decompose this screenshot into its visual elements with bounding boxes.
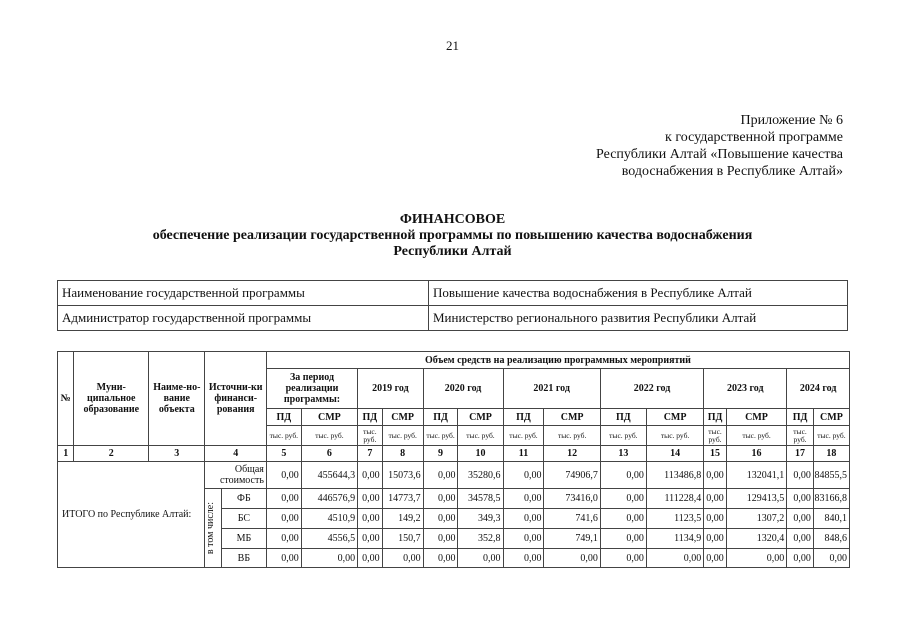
value-cell: 0,00 xyxy=(503,489,544,509)
value-cell: 0,00 xyxy=(600,549,646,568)
value-cell: 0,00 xyxy=(646,549,703,568)
appendix-line-3: Республики Алтай «Повышение качества xyxy=(596,147,843,162)
unit-cell: тыс. руб. xyxy=(646,426,703,446)
info-label-admin: Администратор государственной программы xyxy=(58,306,429,331)
value-cell: 0,00 xyxy=(423,489,458,509)
value-cell: 446576,9 xyxy=(301,489,357,509)
value-cell: 35280,6 xyxy=(458,462,503,489)
value-cell: 840,1 xyxy=(813,509,849,529)
header-year-2024: 2024 год xyxy=(787,369,850,409)
header-pd: ПД xyxy=(423,409,458,426)
value-cell: 84855,5 xyxy=(813,462,849,489)
info-row-admin xyxy=(58,306,848,331)
source-vb: ВБ xyxy=(221,549,266,568)
appendix-note xyxy=(596,112,843,180)
value-cell: 0,00 xyxy=(358,462,383,489)
value-cell: 0,00 xyxy=(503,509,544,529)
header-pd: ПД xyxy=(787,409,814,426)
value-cell: 0,00 xyxy=(704,529,727,549)
index-cell: 9 xyxy=(423,446,458,462)
appendix-line-2: к государственной программе xyxy=(665,130,843,145)
value-cell: 0,00 xyxy=(726,549,786,568)
document-title xyxy=(0,212,905,260)
value-cell: 0,00 xyxy=(503,462,544,489)
value-cell: 352,8 xyxy=(458,529,503,549)
value-cell: 150,7 xyxy=(382,529,423,549)
value-cell: 4556,5 xyxy=(301,529,357,549)
index-cell: 18 xyxy=(813,446,849,462)
value-cell: 0,00 xyxy=(544,549,600,568)
value-cell: 83166,8 xyxy=(813,489,849,509)
header-smr: СМР xyxy=(726,409,786,426)
title-line-2: обеспечение реализации государственной программы по повышению качества водоснабжения xyxy=(152,228,753,243)
column-index-row xyxy=(58,446,850,462)
header-pd: ПД xyxy=(503,409,544,426)
value-cell: 0,00 xyxy=(301,549,357,568)
index-cell: 1 xyxy=(58,446,74,462)
financing-table xyxy=(57,351,850,568)
value-cell: 0,00 xyxy=(704,549,727,568)
value-cell: 1134,9 xyxy=(646,529,703,549)
value-cell: 4510,9 xyxy=(301,509,357,529)
value-cell: 0,00 xyxy=(503,549,544,568)
index-cell: 8 xyxy=(382,446,423,462)
index-cell: 5 xyxy=(266,446,301,462)
value-cell: 0,00 xyxy=(600,462,646,489)
header-row-1 xyxy=(58,352,850,369)
value-cell: 0,00 xyxy=(704,462,727,489)
value-cell: 0,00 xyxy=(358,489,383,509)
unit-cell: тыс. руб. xyxy=(726,426,786,446)
header-smr: СМР xyxy=(544,409,600,426)
unit-cell: тыс. руб. xyxy=(787,426,814,446)
header-object: Наиме-но-вание объекта xyxy=(149,352,205,446)
header-volume: Объем средств на реализацию программных мероприятий xyxy=(266,352,849,369)
info-value-name: Повышение качества водоснабжения в Республике Алтай xyxy=(429,281,848,306)
value-cell: 349,3 xyxy=(458,509,503,529)
value-cell: 1320,4 xyxy=(726,529,786,549)
index-cell: 15 xyxy=(704,446,727,462)
index-cell: 2 xyxy=(74,446,149,462)
header-smr: СМР xyxy=(301,409,357,426)
in-that-number-cell xyxy=(205,489,221,568)
header-sources: Источни-ки финанси-рования xyxy=(205,352,266,446)
value-cell: 0,00 xyxy=(423,529,458,549)
value-cell: 848,6 xyxy=(813,529,849,549)
header-year-2019: 2019 год xyxy=(358,369,424,409)
source-mb: МБ xyxy=(221,529,266,549)
header-smr: СМР xyxy=(646,409,703,426)
header-no: № xyxy=(58,352,74,446)
value-cell: 74906,7 xyxy=(544,462,600,489)
value-cell: 1307,2 xyxy=(726,509,786,529)
value-cell: 0,00 xyxy=(458,549,503,568)
value-cell: 0,00 xyxy=(600,509,646,529)
unit-cell: тыс. руб. xyxy=(358,426,383,446)
header-pd: ПД xyxy=(600,409,646,426)
appendix-line-1: Приложение № 6 xyxy=(740,113,843,128)
info-label-name: Наименование государственной программы xyxy=(58,281,429,306)
value-cell: 0,00 xyxy=(787,549,814,568)
value-cell: 0,00 xyxy=(787,489,814,509)
table-row-total xyxy=(58,462,850,489)
value-cell: 749,1 xyxy=(544,529,600,549)
value-cell: 0,00 xyxy=(266,509,301,529)
value-cell: 0,00 xyxy=(423,549,458,568)
value-cell: 1123,5 xyxy=(646,509,703,529)
unit-cell: тыс. руб. xyxy=(600,426,646,446)
value-cell: 14773,7 xyxy=(382,489,423,509)
index-cell: 6 xyxy=(301,446,357,462)
value-cell: 0,00 xyxy=(382,549,423,568)
value-cell: 0,00 xyxy=(704,489,727,509)
header-pd: ПД xyxy=(266,409,301,426)
header-year-2020: 2020 год xyxy=(423,369,503,409)
source-total: Общая стоимость xyxy=(205,462,266,489)
value-cell: 34578,5 xyxy=(458,489,503,509)
value-cell: 0,00 xyxy=(787,509,814,529)
unit-cell: тыс. руб. xyxy=(266,426,301,446)
unit-cell: тыс. руб. xyxy=(813,426,849,446)
index-cell: 13 xyxy=(600,446,646,462)
info-value-admin: Министерство регионального развития Республики Алтай xyxy=(429,306,848,331)
header-year-2021: 2021 год xyxy=(503,369,600,409)
value-cell: 0,00 xyxy=(704,509,727,529)
info-row-name xyxy=(58,281,848,306)
itogo-label: ИТОГО по Республике Алтай: xyxy=(58,462,205,568)
unit-cell: тыс. руб. xyxy=(503,426,544,446)
value-cell: 15073,6 xyxy=(382,462,423,489)
index-cell: 4 xyxy=(205,446,266,462)
index-cell: 3 xyxy=(149,446,205,462)
index-cell: 12 xyxy=(544,446,600,462)
program-info-table xyxy=(57,280,848,331)
index-cell: 7 xyxy=(358,446,383,462)
value-cell: 0,00 xyxy=(358,529,383,549)
unit-cell: тыс. руб. xyxy=(382,426,423,446)
in-that-number-label: в том числе: xyxy=(205,501,217,555)
value-cell: 0,00 xyxy=(600,489,646,509)
value-cell: 73416,0 xyxy=(544,489,600,509)
unit-cell: тыс. руб. xyxy=(704,426,727,446)
source-bs: БС xyxy=(221,509,266,529)
appendix-line-4: водоснабжения в Республике Алтай» xyxy=(621,164,843,179)
header-year-2022: 2022 год xyxy=(600,369,703,409)
index-cell: 10 xyxy=(458,446,503,462)
page-number: 21 xyxy=(446,38,459,53)
value-cell: 149,2 xyxy=(382,509,423,529)
title-line-1: ФИНАНСОВОЕ xyxy=(399,212,506,227)
index-cell: 17 xyxy=(787,446,814,462)
unit-cell: тыс. руб. xyxy=(423,426,458,446)
unit-cell: тыс. руб. xyxy=(301,426,357,446)
unit-cell: тыс. руб. xyxy=(544,426,600,446)
value-cell: 0,00 xyxy=(813,549,849,568)
title-line-3: Республики Алтай xyxy=(393,244,512,259)
header-pd: ПД xyxy=(358,409,383,426)
value-cell: 0,00 xyxy=(358,509,383,529)
header-municipality: Муни-ципальное образование xyxy=(74,352,149,446)
unit-cell: тыс. руб. xyxy=(458,426,503,446)
value-cell: 0,00 xyxy=(266,489,301,509)
value-cell: 0,00 xyxy=(266,549,301,568)
value-cell: 0,00 xyxy=(266,529,301,549)
value-cell: 0,00 xyxy=(787,462,814,489)
value-cell: 129413,5 xyxy=(726,489,786,509)
value-cell: 0,00 xyxy=(266,462,301,489)
index-cell: 16 xyxy=(726,446,786,462)
value-cell: 132041,1 xyxy=(726,462,786,489)
header-pd: ПД xyxy=(704,409,727,426)
value-cell: 0,00 xyxy=(503,529,544,549)
header-smr: СМР xyxy=(813,409,849,426)
index-cell: 14 xyxy=(646,446,703,462)
value-cell: 0,00 xyxy=(600,529,646,549)
value-cell: 0,00 xyxy=(358,549,383,568)
header-smr: СМР xyxy=(382,409,423,426)
header-year-2023: 2023 год xyxy=(704,369,787,409)
value-cell: 0,00 xyxy=(423,462,458,489)
header-period: За период реализации программы: xyxy=(266,369,357,409)
value-cell: 0,00 xyxy=(423,509,458,529)
source-fb: ФБ xyxy=(221,489,266,509)
value-cell: 111228,4 xyxy=(646,489,703,509)
value-cell: 455644,3 xyxy=(301,462,357,489)
value-cell: 0,00 xyxy=(787,529,814,549)
index-cell: 11 xyxy=(503,446,544,462)
value-cell: 741,6 xyxy=(544,509,600,529)
value-cell: 113486,8 xyxy=(646,462,703,489)
header-smr: СМР xyxy=(458,409,503,426)
